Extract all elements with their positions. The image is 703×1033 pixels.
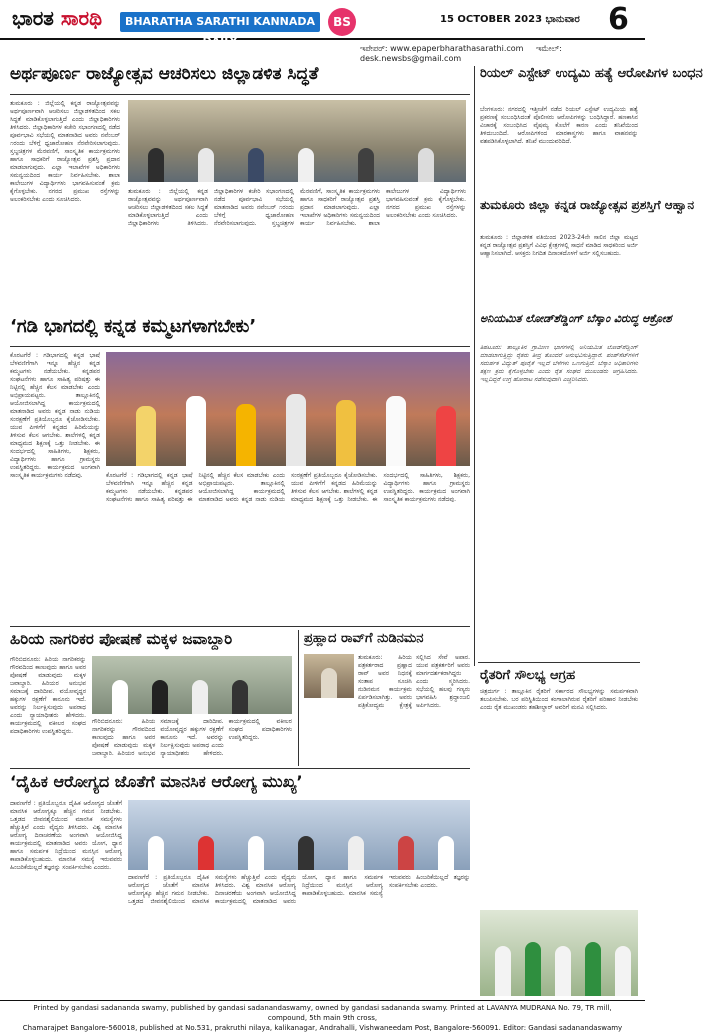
sidebar-body-4: ಚಿತ್ರದುರ್ಗ : ತಾಲ್ಲೂಕಿನ ರೈತರಿಗೆ ಸರ್ಕಾರದ ಸೌಲಭ್ಯಗಳನ್ನು ಸಮರ್ಪಕವಾಗಿ ತಲುಪಿಸಬೇಕು. ಬರ ಪರಿಸ್ಥಿತಿಯಿಂದ ಕಂಗಾಲಾಗಿರುವ ರೈತರಿಗೆ ಪರಿಹಾರ ನೀಡಬೇಕು ಎಂದು ರೈತ ಮುಖಂಡರು ತಹಶೀಲ್ದಾರ್ ಅವರಿಗೆ ಮನವಿ ಸಲ್ಲಿಸಿದರು.	[480, 688, 638, 711]
article-headline-2[interactable]: ‘ಗಡಿ ಭಾಗದಲ್ಲಿ ಕನ್ನಡ ಕಮ್ಮಟಗಳಾಗಬೇಕು’	[10, 316, 257, 337]
article-photo-3[interactable]	[92, 656, 292, 714]
divider	[478, 662, 640, 663]
article-body-5b: ದಾವಣಗೆರೆ : ಪ್ರತಿಯೊಬ್ಬರೂ ದೈಹಿಕ ಆರೋಗ್ಯದ ಜೊತೆಗೆ ಮಾನಸಿಕ ಆರೋಗ್ಯಕ್ಕೂ ಹೆಚ್ಚಿನ ಗಮನ ನೀಡಬೇಕು. ಒತ್ತಡದ ಜೀವನಶೈಲಿಯಿಂದ ಮಾನಸಿಕ ಸಮಸ್ಯೆಗಳು ಹೆಚ್ಚುತ್ತಿವೆ ಎಂದು ವೈದ್ಯರು ತಿಳಿಸಿದರು. ವಿಶ್ವ ಮಾನಸಿಕ ಆರೋಗ್ಯ ದಿನಾಚರಣೆಯ ಅಂಗವಾಗಿ ಆಯೋಜಿಸಿದ್ದ ಕಾರ್ಯಕ್ರಮದಲ್ಲಿ ಮಾತನಾಡಿದ ಅವರು ಯೋಗ, ಧ್ಯಾನ ಹಾಗೂ ಸಮರ್ಪಕ ನಿದ್ರೆಯಿಂದ ಮನಸ್ಸಿನ ಆರೋಗ್ಯ ಕಾಪಾಡಿಕೊಳ್ಳಬಹುದು. ಮಾನಸಿಕ ಸಮಸ್ಯೆ ಇರುವವರು ಹಿಂಜರಿಕೆಯಿಲ್ಲದೆ ತಜ್ಞರನ್ನು ಸಂಪರ್ಕಿಸಬೇಕು ಎಂದರು.	[128, 874, 470, 905]
newspaper-logo[interactable]	[12, 6, 102, 30]
article-headline-3[interactable]: ಹಿರಿಯ ನಾಗರಿಕರ ಪೋಷಣೆ ಮಕ್ಕಳ ಜವಾಬ್ದಾರಿ	[10, 630, 233, 648]
article-body-1b: ತುಮಕೂರು : ಜಿಲ್ಲೆಯಲ್ಲಿ ಕನ್ನಡ ರಾಜ್ಯೋತ್ಸವವನ್ನು ಅರ್ಥಪೂರ್ಣವಾಗಿ ಆಚರಿಸಲು ಜಿಲ್ಲಾಡಳಿತದಿಂದ ಸಕಲ ಸಿದ್ಧತೆ ಮಾಡಿಕೊಳ್ಳಲಾಗುತ್ತಿದೆ ಎಂದು ಜಿಲ್ಲಾಧಿಕಾರಿಗಳು ತಿಳಿಸಿದರು. ಜಿಲ್ಲಾಧಿಕಾರಿಗಳ ಕಚೇರಿ ಸಭಾಂಗಣದಲ್ಲಿ ನಡೆದ ಪೂರ್ವಭಾವಿ ಸಭೆಯಲ್ಲಿ ಮಾತನಾಡಿದ ಅವರು ನವೆಂಬರ್ ೧ರಂದು ಬೆಳಿಗ್ಗೆ ಧ್ವಜಾರೋಹಣ ನೆರವೇರಿಸಲಾಗುವುದು. ಸ್ತಬ್ಧಚಿತ್ರಗಳ ಮೆರವಣಿಗೆ, ಸಾಂಸ್ಕೃತಿಕ ಕಾರ್ಯಕ್ರಮಗಳು ಹಾಗೂ ಸಾಧಕರಿಗೆ ರಾಜ್ಯೋತ್ಸವ ಪ್ರಶಸ್ತಿ ಪ್ರದಾನ ಮಾಡಲಾಗುವುದು. ಎಲ್ಲಾ ಇಲಾಖೆಗಳ ಅಧಿಕಾರಿಗಳು ಸಮನ್ವಯದಿಂದ ಕಾರ್ಯ ನಿರ್ವಹಿಸಬೇಕು. ಶಾಲಾ ಕಾಲೇಜುಗಳ ವಿದ್ಯಾರ್ಥಿಗಳು ಭಾಗವಹಿಸುವಂತೆ ಕ್ರಮ ಕೈಗೊಳ್ಳಬೇಕು. ನಗರದ ಪ್ರಮುಖ ರಸ್ತೆಗಳನ್ನು ಅಲಂಕರಿಸಬೇಕು ಎಂದು ಸೂಚಿಸಿದರು.	[128, 188, 466, 227]
contact-line	[360, 44, 645, 63]
imprint-line-2: Chamarajpet Bangalore-560018, published at No.531, prakruthi nilaya, kalikanagar, Andrahalli, Vishwaneedam Post, Bangalore-560091. Editor: Gandasi sadanandaswamy	[22, 1024, 623, 1032]
article-photo-4[interactable]	[304, 654, 354, 698]
sidebar-photo-4[interactable]	[480, 910, 638, 996]
divider	[10, 94, 470, 95]
article-headline-1[interactable]: ಅರ್ಥಪೂರ್ಣ ರಾಜ್ಯೋತ್ಸವ ಆಚರಿಸಲು ಜಿಲ್ಲಾಡಳಿತ ಸಿದ್ಧತೆ	[10, 64, 319, 84]
article-photo-5[interactable]	[128, 800, 470, 870]
article-body-1a: ತುಮಕೂರು : ಜಿಲ್ಲೆಯಲ್ಲಿ ಕನ್ನಡ ರಾಜ್ಯೋತ್ಸವವನ್ನು ಅರ್ಥಪೂರ್ಣವಾಗಿ ಆಚರಿಸಲು ಜಿಲ್ಲಾಡಳಿತದಿಂದ ಸಕಲ ಸಿದ್ಧತೆ ಮಾಡಿಕೊಳ್ಳಲಾಗುತ್ತಿದೆ ಎಂದು ಜಿಲ್ಲಾಧಿಕಾರಿಗಳು ತಿಳಿಸಿದರು. ಜಿಲ್ಲಾಧಿಕಾರಿಗಳ ಕಚೇರಿ ಸಭಾಂಗಣದಲ್ಲಿ ನಡೆದ ಪೂರ್ವಭಾವಿ ಸಭೆಯಲ್ಲಿ ಮಾತನಾಡಿದ ಅವರು ನವೆಂಬರ್ ೧ರಂದು ಬೆಳಿಗ್ಗೆ ಧ್ವಜಾರೋಹಣ ನೆರವೇರಿಸಲಾಗುವುದು. ಸ್ತಬ್ಧಚಿತ್ರಗಳ ಮೆರವಣಿಗೆ, ಸಾಂಸ್ಕೃತಿಕ ಕಾರ್ಯಕ್ರಮಗಳು ಹಾಗೂ ಸಾಧಕರಿಗೆ ರಾಜ್ಯೋತ್ಸವ ಪ್ರಶಸ್ತಿ ಪ್ರದಾನ ಮಾಡಲಾಗುವುದು. ಎಲ್ಲಾ ಇಲಾಖೆಗಳ ಅಧಿಕಾರಿಗಳು ಸಮನ್ವಯದಿಂದ ಕಾರ್ಯ ನಿರ್ವಹಿಸಬೇಕು. ಶಾಲಾ ಕಾಲೇಜುಗಳ ವಿದ್ಯಾರ್ಥಿಗಳು ಭಾಗವಹಿಸುವಂತೆ ಕ್ರಮ ಕೈಗೊಳ್ಳಬೇಕು. ನಗರದ ಪ್ರಮುಖ ರಸ್ತೆಗಳನ್ನು ಅಲಂಕರಿಸಬೇಕು ಎಂದು ಸೂಚಿಸಿದರು.	[10, 100, 120, 203]
sidebar-headline-1[interactable]: ರಿಯಲ್ ಎಸ್ಟೇಟ್ ಉದ್ಯಮಿ ಹತ್ಯೆ ಆರೋಪಿಗಳ ಬಂಧನ	[480, 66, 703, 81]
article-photo-2[interactable]	[106, 352, 470, 466]
issue-date: 15 OCTOBER 2023 ಭಾನುವಾರ	[440, 14, 580, 25]
article-body-3a: ಗೌರಿಬಿದನೂರು: ಹಿರಿಯ ನಾಗರಿಕರನ್ನು ಗೌರವದಿಂದ ಕಾಣುವುದು ಹಾಗೂ ಅವರ ಪೋಷಣೆ ಮಾಡುವುದು ಮಕ್ಕಳ ಜವಾಬ್ದಾರಿ. ಹಿರಿಯರ ಅನುಭವ ಸಮಾಜಕ್ಕೆ ದಾರಿದೀಪ. ವಯೋವೃದ್ಧರ ಹಕ್ಕುಗಳ ರಕ್ಷಣೆಗೆ ಕಾನೂನು ಇದೆ. ಅವರನ್ನು ನಿರ್ಲಕ್ಷಿಸುವುದು ಅಪರಾಧ ಎಂದು ನ್ಯಾಯಾಧೀಶರು ಹೇಳಿದರು. ಕಾರ್ಯಕ್ರಮದಲ್ಲಿ ವಕೀಲರ ಸಂಘದ ಪದಾಧಿಕಾರಿಗಳು ಉಪಸ್ಥಿತರಿದ್ದರು.	[10, 656, 86, 735]
article-headline-5[interactable]: ‘ದೈಹಿಕ ಆರೋಗ್ಯದ ಜೊತೆಗೆ ಮಾನಸಿಕ ಆರೋಗ್ಯ ಮುಖ್ಯ’	[10, 772, 303, 791]
logo-part2: ಸಾರಥಿ	[60, 6, 103, 30]
sidebar-body-3: ತಿಪಟೂರು: ತಾಲ್ಲೂಕಿನ ಗ್ರಾಮೀಣ ಭಾಗಗಳಲ್ಲಿ ಅನಿಯಮಿತ ಲೋಡ್‌ಶೆಡ್ಡಿಂಗ್ ಮಾಡಲಾಗುತ್ತಿದ್ದು ರೈತರು ತೀವ್ರ ತೊಂದರೆ ಅನುಭವಿಸುತ್ತಿದ್ದಾರೆ. ಪಂಪ್‌ಸೆಟ್‌ಗಳಿಗೆ ಸಮರ್ಪಕ ವಿದ್ಯುತ್ ಪೂರೈಕೆ ಇಲ್ಲದೆ ಬೆಳೆಗಳು ಒಣಗುತ್ತಿವೆ. ಬೆಸ್ಕಾಂ ಅಧಿಕಾರಿಗಳು ತಕ್ಷಣ ಕ್ರಮ ಕೈಗೊಳ್ಳಬೇಕು ಎಂದು ರೈತ ಸಂಘದ ಮುಖಂಡರು ಆಗ್ರಹಿಸಿದರು. ಇಲ್ಲದಿದ್ದರೆ ಉಗ್ರ ಹೋರಾಟ ನಡೆಸುವುದಾಗಿ ಎಚ್ಚರಿಸಿದರು.	[480, 344, 638, 383]
column-divider	[298, 630, 299, 766]
article-photo-1[interactable]	[128, 100, 466, 182]
divider	[10, 768, 470, 769]
epaper-link[interactable]: ಇಪೇಪರ್: www.epaperbharathasarathi.com	[360, 44, 524, 53]
sidebar-body-2: ತುಮಕೂರು : ಜಿಲ್ಲಾಡಳಿತ ವತಿಯಿಂದ 2023-24ನೇ ಸಾಲಿನ ಜಿಲ್ಲಾ ಮಟ್ಟದ ಕನ್ನಡ ರಾಜ್ಯೋತ್ಸವ ಪ್ರಶಸ್ತಿಗೆ ವಿವಿಧ ಕ್ಷೇತ್ರಗಳಲ್ಲಿ ಸಾಧನೆ ಮಾಡಿದ ಸಾಧಕರಿಂದ ಅರ್ಜಿ ಆಹ್ವಾನಿಸಲಾಗಿದೆ. ಆಸಕ್ತರು ನಿಗದಿತ ದಿನಾಂಕದೊಳಗೆ ಅರ್ಜಿ ಸಲ್ಲಿಸಬಹುದು.	[480, 234, 638, 257]
article-body-4: ತುಮಕೂರು: ಹಿರಿಯ ಪತ್ರಕರ್ತರಾದ ಪ್ರಹ್ಲಾದ ರಾವ್ ಅವರ ನಿಧನಕ್ಕೆ ಸಂತಾಪ ಸೂಚಿಸಿ ನುಡಿನಮನ ಕಾರ್ಯಕ್ರಮ ಏರ್ಪಡಿಸಲಾಗಿತ್ತು. ಅವರು ಪತ್ರಿಕೋದ್ಯಮ ಕ್ಷೇತ್ರಕ್ಕೆ ಸಲ್ಲಿಸಿದ ಸೇವೆ ಅಪಾರ. ಯುವ ಪತ್ರಕರ್ತರಿಗೆ ಅವರು ಮಾರ್ಗದರ್ಶಕರಾಗಿದ್ದರು ಎಂದು ಸ್ಮರಿಸಿದರು. ಸಭೆಯಲ್ಲಿ ಹಲವು ಗಣ್ಯರು ಭಾಗವಹಿಸಿ ಶ್ರದ್ಧಾಂಜಲಿ ಅರ್ಪಿಸಿದರು.	[358, 654, 470, 709]
divider	[10, 626, 470, 627]
logo-part1: ಭಾರತ	[12, 6, 61, 30]
masthead	[0, 0, 645, 48]
sidebar-headline-2[interactable]: ತುಮಕೂರು ಜಿಲ್ಲಾ ಕನ್ನಡ ರಾಜ್ಯೋತ್ಸವ ಪ್ರಶಸ್ತಿಗೆ ಆಹ್ವಾನ	[480, 198, 695, 212]
imprint-footer	[0, 1000, 645, 1032]
sidebar-headline-4[interactable]: ರೈತರಿಗೆ ಸೌಲಭ್ಯ ಆಗ್ರಹ	[480, 668, 576, 683]
page-number: 6	[608, 2, 629, 37]
bs-logo-icon: BS	[328, 8, 356, 36]
article-body-2b: ಕೊರಟಗೆರೆ : ಗಡಿಭಾಗದಲ್ಲಿ ಕನ್ನಡ ಭಾಷೆ ಬೆಳವಣಿಗೆಗಾಗಿ ಇನ್ನೂ ಹೆಚ್ಚಿನ ಕನ್ನಡ ಕಮ್ಮಟಗಳು ನಡೆಯಬೇಕು. ಕನ್ನಡಪರ ಸಂಘಟನೆಗಳು ಹಾಗೂ ಸಾಹಿತ್ಯ ಪರಿಷತ್ತು ಈ ನಿಟ್ಟಿನಲ್ಲಿ ಹೆಚ್ಚಿನ ಕೆಲಸ ಮಾಡಬೇಕು ಎಂದು ಅಭಿಪ್ರಾಯಪಟ್ಟರು. ತಾಲ್ಲೂಕಿನಲ್ಲಿ ಆಯೋಜಿಸಲಾಗಿದ್ದ ಕಾರ್ಯಕ್ರಮದಲ್ಲಿ ಮಾತನಾಡಿದ ಅವರು ಕನ್ನಡ ನಾಡು ನುಡಿಯ ಸಂರಕ್ಷಣೆಗೆ ಪ್ರತಿಯೊಬ್ಬರೂ ಕೈಜೋಡಿಸಬೇಕು. ಯುವ ಪೀಳಿಗೆಗೆ ಕನ್ನಡದ ಹಿರಿಮೆಯನ್ನು ತಿಳಿಸುವ ಕೆಲಸ ಆಗಬೇಕು. ಶಾಲೆಗಳಲ್ಲಿ ಕನ್ನಡ ಮಾಧ್ಯಮದ ಶಿಕ್ಷಣಕ್ಕೆ ಒತ್ತು ನೀಡಬೇಕು. ಈ ಸಂದರ್ಭದಲ್ಲಿ ಸಾಹಿತಿಗಳು, ಶಿಕ್ಷಕರು, ವಿದ್ಯಾರ್ಥಿಗಳು ಹಾಗೂ ಗ್ರಾಮಸ್ಥರು ಉಪಸ್ಥಿತರಿದ್ದರು. ಕಾರ್ಯಕ್ರಮದ ಅಂಗವಾಗಿ ಸಾಂಸ್ಕೃತಿಕ ಕಾರ್ಯಕ್ರಮಗಳು ನಡೆದವು.	[106, 472, 470, 503]
article-body-5a: ದಾವಣಗೆರೆ : ಪ್ರತಿಯೊಬ್ಬರೂ ದೈಹಿಕ ಆರೋಗ್ಯದ ಜೊತೆಗೆ ಮಾನಸಿಕ ಆರೋಗ್ಯಕ್ಕೂ ಹೆಚ್ಚಿನ ಗಮನ ನೀಡಬೇಕು. ಒತ್ತಡದ ಜೀವನಶೈಲಿಯಿಂದ ಮಾನಸಿಕ ಸಮಸ್ಯೆಗಳು ಹೆಚ್ಚುತ್ತಿವೆ ಎಂದು ವೈದ್ಯರು ತಿಳಿಸಿದರು. ವಿಶ್ವ ಮಾನಸಿಕ ಆರೋಗ್ಯ ದಿನಾಚರಣೆಯ ಅಂಗವಾಗಿ ಆಯೋಜಿಸಿದ್ದ ಕಾರ್ಯಕ್ರಮದಲ್ಲಿ ಮಾತನಾಡಿದ ಅವರು ಯೋಗ, ಧ್ಯಾನ ಹಾಗೂ ಸಮರ್ಪಕ ನಿದ್ರೆಯಿಂದ ಮನಸ್ಸಿನ ಆರೋಗ್ಯ ಕಾಪಾಡಿಕೊಳ್ಳಬಹುದು. ಮಾನಸಿಕ ಸಮಸ್ಯೆ ಇರುವವರು ಹಿಂಜರಿಕೆಯಿಲ್ಲದೆ ತಜ್ಞರನ್ನು ಸಂಪರ್ಕಿಸಬೇಕು ಎಂದರು.	[10, 800, 122, 871]
article-headline-4[interactable]: ಪ್ರಹ್ಲಾದ ರಾವ್‌ಗೆ ನುಡಿನಮನ	[304, 631, 424, 646]
column-divider	[474, 66, 475, 666]
imprint-line-1: Printed by gandasi sadananda swamy, published by gandasi sadanandaswamy, owned by gandasi sadananda swamy. Printed at LAVANYA MUDRANA No. 79, TR mill, compound, 5th main 9th cross,	[33, 1004, 612, 1022]
brand-bar: BHARATHA SARATHI KANNADA DAILY	[120, 12, 320, 32]
email-link[interactable]: ಇಮೇಲ್: desk.newsbs@gmail.com	[360, 44, 562, 63]
sidebar-headline-3[interactable]: ಅನಿಯಮಿತ ಲೋಡ್‌ಶೆಡ್ಡಿಂಗ್ ಬೆಸ್ಕಾಂ ವಿರುದ್ಧ ಆಕ್ರೋಶ	[480, 312, 672, 325]
article-body-3b: ಗೌರಿಬಿದನೂರು: ಹಿರಿಯ ನಾಗರಿಕರನ್ನು ಗೌರವದಿಂದ ಕಾಣುವುದು ಹಾಗೂ ಅವರ ಪೋಷಣೆ ಮಾಡುವುದು ಮಕ್ಕಳ ಜವಾಬ್ದಾರಿ. ಹಿರಿಯರ ಅನುಭವ ಸಮಾಜಕ್ಕೆ ದಾರಿದೀಪ. ವಯೋವೃದ್ಧರ ಹಕ್ಕುಗಳ ರಕ್ಷಣೆಗೆ ಕಾನೂನು ಇದೆ. ಅವರನ್ನು ನಿರ್ಲಕ್ಷಿಸುವುದು ಅಪರಾಧ ಎಂದು ನ್ಯಾಯಾಧೀಶರು ಹೇಳಿದರು. ಕಾರ್ಯಕ್ರಮದಲ್ಲಿ ವಕೀಲರ ಸಂಘದ ಪದಾಧಿಕಾರಿಗಳು ಉಪಸ್ಥಿತರಿದ್ದರು.	[92, 718, 292, 757]
sidebar-body-1: ಬೆಂಗಳೂರು: ನಗರದಲ್ಲಿ ಇತ್ತೀಚೆಗೆ ನಡೆದ ರಿಯಲ್ ಎಸ್ಟೇಟ್ ಉದ್ಯಮಿಯ ಹತ್ಯೆ ಪ್ರಕರಣಕ್ಕೆ ಸಂಬಂಧಿಸಿದಂತೆ ಪೊಲೀಸರು ಆರೋಪಿಗಳನ್ನು ಬಂಧಿಸಿದ್ದಾರೆ. ಹಣಕಾಸಿನ ವಿಚಾರಕ್ಕೆ ಸಂಬಂಧಿಸಿದ ವೈಷಮ್ಯ ಕೊಲೆಗೆ ಕಾರಣ ಎಂದು ತನಿಖೆಯಿಂದ ತಿಳಿದುಬಂದಿದೆ. ಆರೋಪಿಗಳಿಂದ ಮಾರಕಾಸ್ತ್ರಗಳು ಹಾಗೂ ವಾಹನವನ್ನು ವಶಪಡಿಸಿಕೊಳ್ಳಲಾಗಿದೆ. ತನಿಖೆ ಮುಂದುವರಿದಿದೆ.	[480, 106, 638, 145]
divider	[10, 346, 470, 347]
article-body-2a: ಕೊರಟಗೆರೆ : ಗಡಿಭಾಗದಲ್ಲಿ ಕನ್ನಡ ಭಾಷೆ ಬೆಳವಣಿಗೆಗಾಗಿ ಇನ್ನೂ ಹೆಚ್ಚಿನ ಕನ್ನಡ ಕಮ್ಮಟಗಳು ನಡೆಯಬೇಕು. ಕನ್ನಡಪರ ಸಂಘಟನೆಗಳು ಹಾಗೂ ಸಾಹಿತ್ಯ ಪರಿಷತ್ತು ಈ ನಿಟ್ಟಿನಲ್ಲಿ ಹೆಚ್ಚಿನ ಕೆಲಸ ಮಾಡಬೇಕು ಎಂದು ಅಭಿಪ್ರಾಯಪಟ್ಟರು. ತಾಲ್ಲೂಕಿನಲ್ಲಿ ಆಯೋಜಿಸಲಾಗಿದ್ದ ಕಾರ್ಯಕ್ರಮದಲ್ಲಿ ಮಾತನಾಡಿದ ಅವರು ಕನ್ನಡ ನಾಡು ನುಡಿಯ ಸಂರಕ್ಷಣೆಗೆ ಪ್ರತಿಯೊಬ್ಬರೂ ಕೈಜೋಡಿಸಬೇಕು. ಯುವ ಪೀಳಿಗೆಗೆ ಕನ್ನಡದ ಹಿರಿಮೆಯನ್ನು ತಿಳಿಸುವ ಕೆಲಸ ಆಗಬೇಕು. ಶಾಲೆಗಳಲ್ಲಿ ಕನ್ನಡ ಮಾಧ್ಯಮದ ಶಿಕ್ಷಣಕ್ಕೆ ಒತ್ತು ನೀಡಬೇಕು. ಈ ಸಂದರ್ಭದಲ್ಲಿ ಸಾಹಿತಿಗಳು, ಶಿಕ್ಷಕರು, ವಿದ್ಯಾರ್ಥಿಗಳು ಹಾಗೂ ಗ್ರಾಮಸ್ಥರು ಉಪಸ್ಥಿತರಿದ್ದರು. ಕಾರ್ಯಕ್ರಮದ ಅಂಗವಾಗಿ ಸಾಂಸ್ಕೃತಿಕ ಕಾರ್ಯಕ್ರಮಗಳು ನಡೆದವು.	[10, 352, 100, 479]
